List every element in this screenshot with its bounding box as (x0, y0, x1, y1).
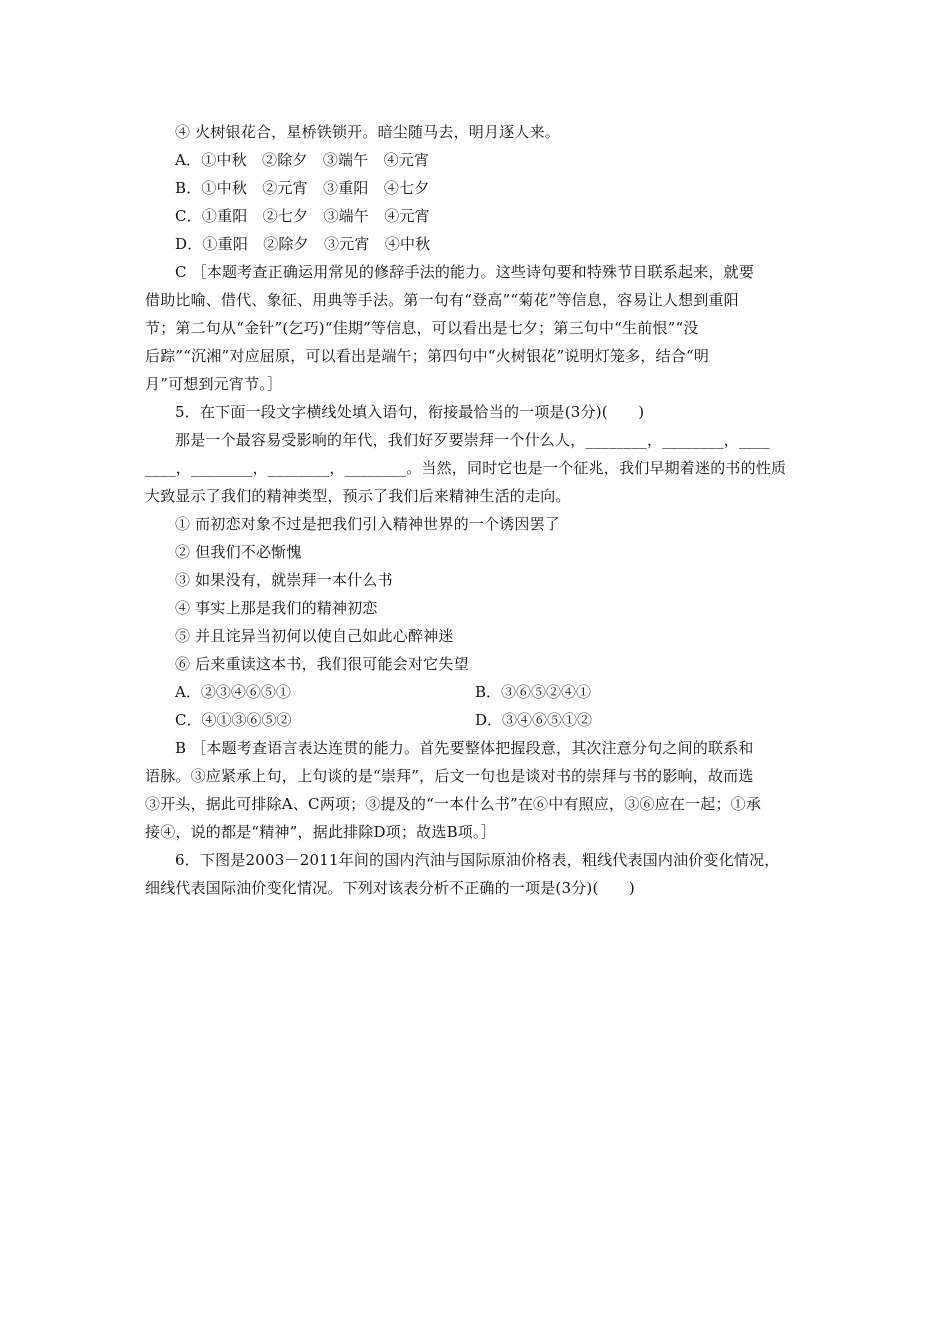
q4-answer-line: 月”可想到元宵节。］ (145, 375, 283, 393)
q5-options-row (175, 710, 815, 730)
q5-item-6: ⑥ 后来重读这本书，我们很可能会对它失望 (175, 655, 469, 673)
q5-options-row (175, 682, 815, 702)
q4-answer-line: C ［本题考查正确运用常见的修辞手法的能力。这些诗句要和特殊节日联系起来，就要 (175, 263, 755, 281)
q4-option-b: B．①中秋 ②元宵 ③重阳 ④七夕 (175, 179, 430, 197)
q5-option-a: A．②③④⑥⑤① (175, 683, 291, 701)
q4-answer-line: 节；第二句从“金针”(乞巧)“佳期”等信息，可以看出是七夕；第三句中“生前恨”“没 (145, 319, 699, 337)
q5-answer-line: 接④，说的都是“精神”，据此排除D项；故选B项。］ (145, 823, 496, 841)
q5-option-d: D．③④⑥⑤①② (475, 711, 593, 729)
q5-item-3: ③ 如果没有，就崇拜一本什么书 (175, 571, 393, 589)
q5-passage-line: 那是一个最容易受影响的年代，我们好歹要崇拜一个什么人，________，________，____ (175, 431, 770, 449)
q5-item-5: ⑤ 并且诧异当初何以使自己如此心醉神迷 (175, 627, 454, 645)
q4-option-a: A．①中秋 ②除夕 ③端午 ④元宵 (175, 151, 430, 169)
q4-option-d: D．①重阳 ②除夕 ③元宵 ④中秋 (175, 235, 431, 253)
q4-option-c: C．①重阳 ②七夕 ③端午 ④元宵 (175, 207, 430, 225)
q4-item-4: ④ 火树银花合，星桥铁锁开。暗尘随马去，明月逐人来。 (175, 123, 560, 141)
q5-passage-line: 大致显示了我们的精神类型，预示了我们后来精神生活的走向。 (145, 487, 571, 505)
q5-option-b: B．③⑥⑤②④① (475, 683, 592, 701)
q5-answer-line: 语脉。③应紧承上句，上句谈的是“崇拜”，后文一句也是谈对书的崇拜与书的影响，故而选 (145, 767, 754, 785)
q5-item-1: ① 而初恋对象不过是把我们引入精神世界的一个诱因罢了 (175, 515, 560, 533)
q5-answer-line: ③开头，据此可排除A、C两项；③提及的“一本什么书”在⑥中有照应，③⑥应在一起；①承 (145, 795, 762, 813)
q5-item-4: ④ 事实上那是我们的精神初恋 (175, 599, 378, 617)
q5-option-c: C．④①③⑥⑤② (175, 711, 292, 729)
q5-passage-line: ____，________，________，________。当然，同时它也是一个征兆，我们早期着迷的书的性质 (145, 459, 787, 477)
q6-stem-line: 细线代表国际油价变化情况。下列对该表分析不正确的一项是(3分)( ) (145, 879, 635, 897)
q4-answer-line: 后踪”“沉湘”对应屈原，可以看出是端午；第四句中“火树银花”说明灯笼多，结合“明 (145, 347, 710, 365)
q4-answer-line: 借助比喻、借代、象征、用典等手法。第一句有“登高”“菊花”等信息，容易让人想到重阳 (145, 291, 739, 309)
q5-item-2: ② 但我们不必惭愧 (175, 543, 302, 561)
q6-stem-line: 6．下图是2003－2011年间的国内汽油与国际原油价格表，粗线代表国内油价变化情况， (175, 851, 780, 869)
q5-answer-line: B ［本题考查语言表达连贯的能力。首先要整体把握段意，其次注意分句之间的联系和 (175, 739, 754, 757)
q5-stem: 5．在下面一段文字横线处填入语句，衔接最恰当的一项是(3分)( ) (175, 403, 645, 421)
